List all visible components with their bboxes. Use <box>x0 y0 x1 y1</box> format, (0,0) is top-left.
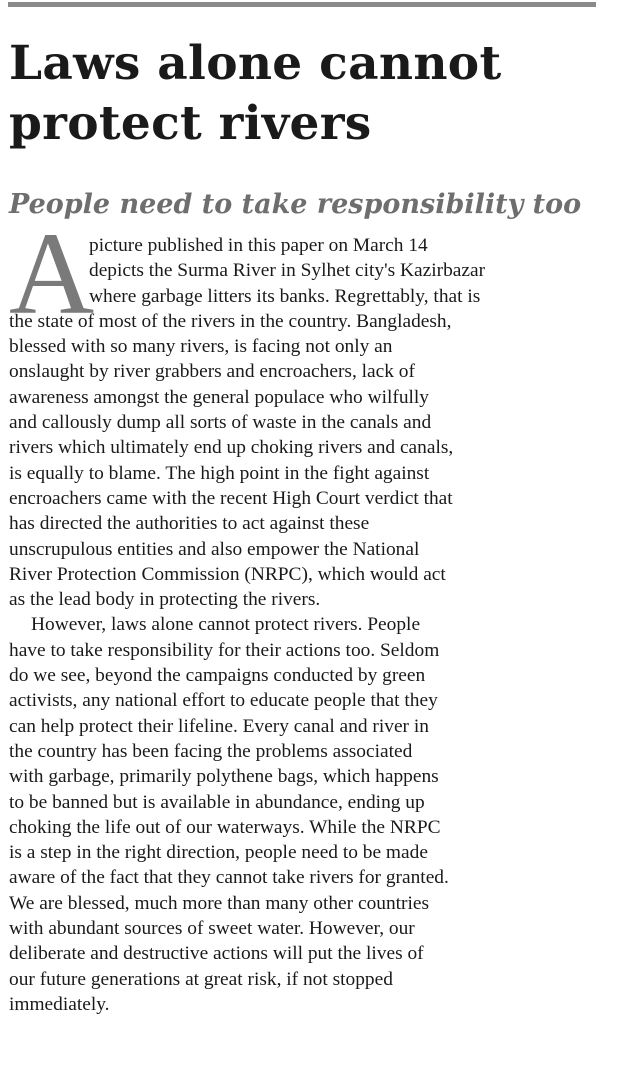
text-line: picture published in this paper on March 14 <box>89 235 428 256</box>
text-line: with abundant sources of sweet water. However, our <box>9 918 415 940</box>
text-line: have to take responsibility for their actions too. Seldom <box>9 639 440 661</box>
text-line: River Protection Commission (NRPC), which would act <box>9 563 446 585</box>
text-line: the state of most of the rivers in the country. Bangladesh, <box>9 310 452 332</box>
text-line: aware of the fact that they cannot take rivers for granted. <box>9 867 449 889</box>
text-line: where garbage litters its banks. Regrettably, that is <box>89 285 481 307</box>
text-line: with garbage, primarily polythene bags, which happens <box>9 766 439 788</box>
article-body <box>9 233 619 1017</box>
text-line: is equally to blame. The high point in the fight against <box>9 462 430 484</box>
text-line: depicts the Surma River in Sylhet city's Kazirbazar <box>89 260 486 282</box>
text-line: unscrupulous entities and also empower the National <box>9 538 420 560</box>
text-line: do we see, beyond the campaigns conducted by green <box>9 665 426 687</box>
text-line: encroachers came with the recent High Court verdict that <box>9 487 453 509</box>
paragraph-1 <box>9 233 619 612</box>
text-line: onslaught by river grabbers and encroachers, lack of <box>9 361 415 383</box>
text-line: the country has been facing the problems associated <box>9 740 413 762</box>
text-line: has directed the authorities to act against these <box>9 513 370 535</box>
subheadline: People need to take responsibility too <box>9 189 582 220</box>
top-rule <box>8 2 596 7</box>
text-line: immediately. <box>9 993 110 1015</box>
text-line: awareness amongst the general populace who wilfully <box>9 386 429 408</box>
text-line: However, laws alone cannot protect rivers. People <box>31 614 421 636</box>
text-line: We are blessed, much more than many other countries <box>9 892 430 914</box>
text-line: to be banned but is available in abundance, ending up <box>9 791 425 813</box>
headline <box>9 34 609 154</box>
text-line: blessed with so many rivers, is facing not only an <box>9 336 393 358</box>
text-line: rivers which ultimately end up choking rivers and canals, <box>9 437 454 459</box>
headline-line: protect rivers <box>9 96 372 151</box>
text-line: our future generations at great risk, if not stopped <box>9 968 393 990</box>
text-line: as the lead body in protecting the rivers. <box>9 589 321 611</box>
paragraph-2 <box>9 612 619 1017</box>
text-line: can help protect their lifeline. Every canal and river in <box>9 715 429 737</box>
headline-line: Laws alone cannot <box>9 36 502 91</box>
drop-cap: A <box>9 208 95 339</box>
text-line: activists, any national effort to educate people that they <box>9 690 438 712</box>
text-line: choking the life out of our waterways. While the NRPC <box>9 816 441 838</box>
text-line: deliberate and destructive actions will put the lives of <box>9 943 424 965</box>
text-line: is a step in the right direction, people need to be made <box>9 842 428 864</box>
text-line: and callously dump all sorts of waste in the canals and <box>9 412 432 434</box>
